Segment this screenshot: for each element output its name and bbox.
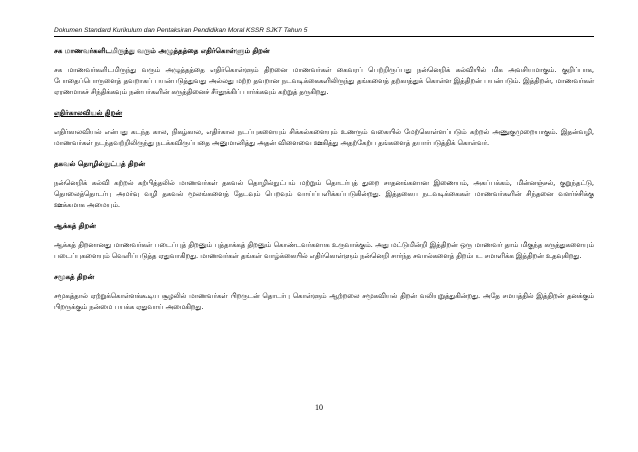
- section-paragraph: ஆக்கத் திறனானது மாணவர்கள் படைப்புத் திறனும் புத்தாக்கத் திறனும் கொண்டவர்களாக உருவாக்கும். அது மட்டுமின்றி இத்திறன் ஒரு மாணவர் தாம் மிகுந்த கருத்துகளையும் படைப்புகளையும் வெளிப்படுத்த ஏதுவாகிறது. மாணவர்கள் தங்கள் வாழ்க்கையில் எதிர்கொள்ளும் நன்னெறி சார்ந்த சவால்களைத் திறம்பட சமாளிக்க இத்திறன் உதவுகிறது.: [54, 241, 594, 260]
- section-heading: சமூகத் திறன்: [54, 272, 95, 281]
- section-paragraph: எதிர்காலவியல் என்பது கடந்த கால, நிகழ்கால, எதிர்கால நடப்புகளையும் சிக்கல்களையும் உணரும் வகையில் மேற்கொள்ளப்படும் கற்றல் அணுகுமுறையாகும். இதன்வழி, மாணவர்கள் நடந்தவற்றிலிருந்து நடக்கவிருப்பதை அனுமானித்து அதன் விளைவை ஊகித்து அதற்கேற்ப தங்களைத் தயார்படுத்திக் கொள்வர்.: [54, 128, 594, 147]
- section-heading: எதிர்காலவியல் திறன்: [54, 108, 123, 117]
- section-paragraph: சக மாணவர்களிடமிருந்து வரும் அழுத்தத்தை எதிர்கொள்ளும் திறனை மாணவர்கள் கைவரப் பெற்றிருப்பது நன்னெறிக் கல்வியில் மிக அவசியமாகும். குறிப்பாக, போதைப்பொருளைத் தவறாகப் பயன்படுத்துவது அல்லது மற்ற தவறான நடவடிக்கைகளிலிருந்து தங்களைத் தற்காத்துக் கொள்ள இத்திறன் பயன்படும். இத்திறன், மாணவர்கள் ஏரணமாகச் சிந்திக்கவும் நண்பர்களின் கருத்தினைச் சீர்தூக்கிப் பார்க்கவும் கற்றுத் தருகிறது.: [54, 66, 594, 96]
- section-paragraph: நன்னெறிக் கல்வி கற்றல் கற்பித்தலில் மாணவர்கள் தகவல் தொழில்நுட்பம் மற்றும் தொடர்புத் துறை சாதனங்களான இணையம், அகப்பக்கம், மின்னஞ்சல், குறுந்தட்டு, தொலைத்தொடர்பு அமர்வு வழி தகவல் மூலங்களைத் தேடவும் பெறவும் வாய்ப்பளிக்கப்படுகின்றது. இத்தகைய நடவடிக்கைகள் மாணவர்களின் சிந்தனை வளர்ச்சிக்கு ஊக்கமாக அமையும்.: [54, 179, 594, 209]
- section-heading: ஆக்கத் திறன்: [54, 221, 96, 230]
- section-heading: சக மாணவர்களிடமிருந்து வரும் அழுத்தத்தை எதிர்கொள்ளும் திறன்: [54, 46, 270, 55]
- section-heading: தகவல் தொழில்நுட்பத் திறன்: [54, 159, 146, 168]
- running-header: Dokumen Standard Kurikulum dan Pentaksiran Pendidikan Moral KSSR SJKT Tahun 5: [54, 27, 594, 37]
- section-social-skills: [54, 272, 594, 313]
- section-peer-pressure: [54, 46, 594, 98]
- section-information-technology: [54, 159, 594, 211]
- section-paragraph: சமூகத்தால் ஏற்றுக்கொள்ளக்கூடிய சூழலில் மாணவர்கள் பிறருடன் தொடர்பு கொள்ளும் ஆற்றலை சமூகவியல் திறன் வலியுறுத்துகின்றது. அதே சமயத்தில் இத்திறன் தனக்கும் பிறருக்கும் நன்மை பயக்க ஏதுவாய் அமைகிறது.: [54, 292, 594, 311]
- section-futures-studies: [54, 108, 594, 149]
- page-content: [54, 46, 594, 323]
- section-creativity: [54, 221, 594, 262]
- page-number: 10: [315, 403, 323, 412]
